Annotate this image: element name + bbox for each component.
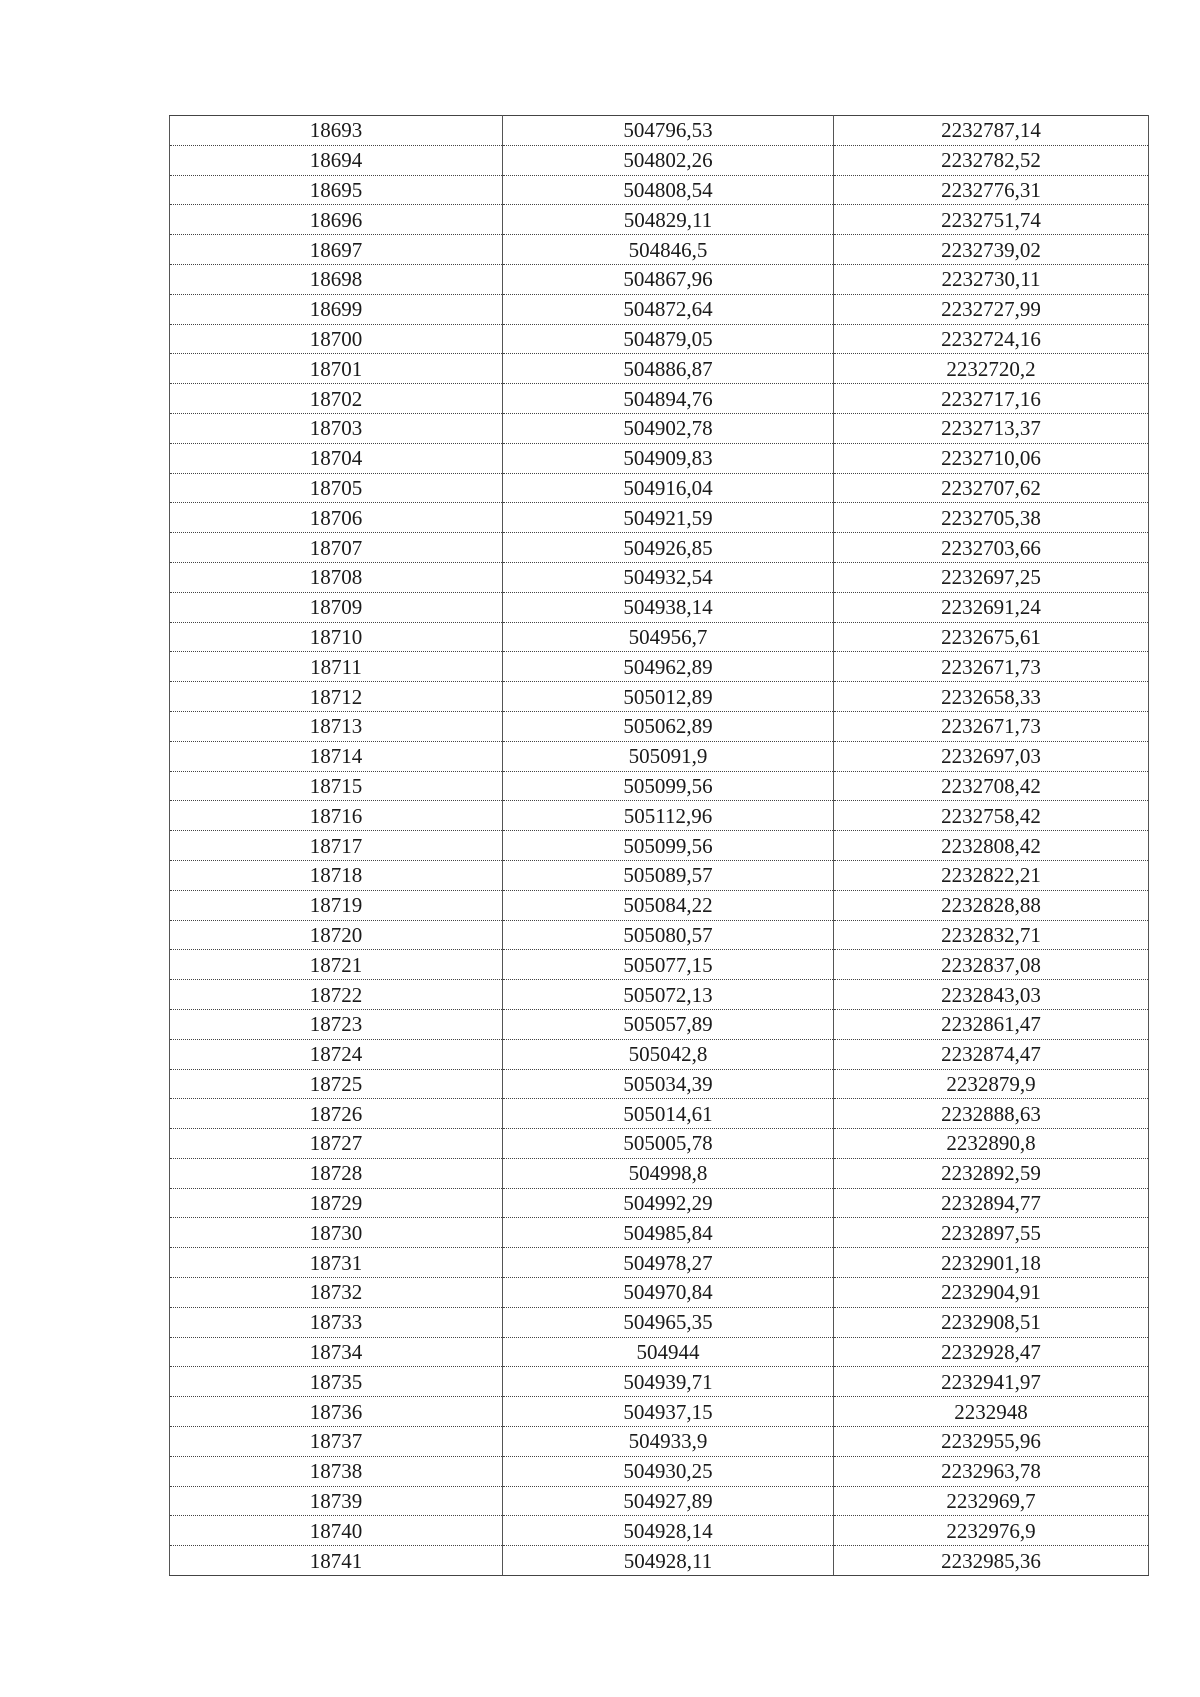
point-number-cell: 18708 [170,562,503,592]
point-number-cell: 18736 [170,1397,503,1427]
x-coordinate-cell: 504962,89 [503,652,834,682]
table-row [170,1397,1149,1427]
y-coordinate-cell: 2232720,2 [834,354,1149,384]
x-coordinate-cell: 505099,56 [503,831,834,861]
table-row [170,860,1149,890]
y-coordinate-cell: 2232904,91 [834,1278,1149,1308]
point-number-cell: 18702 [170,384,503,414]
y-coordinate-cell: 2232717,16 [834,384,1149,414]
point-number-cell: 18713 [170,711,503,741]
x-coordinate-cell: 505072,13 [503,980,834,1010]
x-coordinate-cell: 504867,96 [503,264,834,294]
x-coordinate-cell: 504937,15 [503,1397,834,1427]
point-number-cell: 18730 [170,1218,503,1248]
x-coordinate-cell: 504998,8 [503,1158,834,1188]
table-row [170,413,1149,443]
y-coordinate-cell: 2232691,24 [834,592,1149,622]
point-number-cell: 18719 [170,890,503,920]
point-number-cell: 18738 [170,1456,503,1486]
y-coordinate-cell: 2232705,38 [834,503,1149,533]
point-number-cell: 18694 [170,145,503,175]
y-coordinate-cell: 2232828,88 [834,890,1149,920]
x-coordinate-cell: 504808,54 [503,175,834,205]
point-number-cell: 18716 [170,801,503,831]
point-number-cell: 18703 [170,413,503,443]
x-coordinate-cell: 504970,84 [503,1278,834,1308]
point-number-cell: 18731 [170,1248,503,1278]
point-number-cell: 18739 [170,1486,503,1516]
point-number-cell: 18740 [170,1516,503,1546]
x-coordinate-cell: 504802,26 [503,145,834,175]
y-coordinate-cell: 2232697,25 [834,562,1149,592]
table-row [170,920,1149,950]
x-coordinate-cell: 504921,59 [503,503,834,533]
table-row [170,1069,1149,1099]
y-coordinate-cell: 2232963,78 [834,1456,1149,1486]
y-coordinate-cell: 2232843,03 [834,980,1149,1010]
point-number-cell: 18726 [170,1099,503,1129]
y-coordinate-cell: 2232776,31 [834,175,1149,205]
x-coordinate-cell: 504916,04 [503,473,834,503]
x-coordinate-cell: 505077,15 [503,950,834,980]
x-coordinate-cell: 505005,78 [503,1129,834,1159]
table-row [170,205,1149,235]
y-coordinate-cell: 2232908,51 [834,1307,1149,1337]
table-row [170,950,1149,980]
point-number-cell: 18700 [170,324,503,354]
x-coordinate-cell: 504944 [503,1337,834,1367]
point-number-cell: 18741 [170,1546,503,1576]
point-number-cell: 18701 [170,354,503,384]
x-coordinate-cell: 504846,5 [503,235,834,265]
y-coordinate-cell: 2232955,96 [834,1427,1149,1457]
table-row [170,562,1149,592]
point-number-cell: 18721 [170,950,503,980]
y-coordinate-cell: 2232985,36 [834,1546,1149,1576]
table-row [170,503,1149,533]
y-coordinate-cell: 2232976,9 [834,1516,1149,1546]
x-coordinate-cell: 504829,11 [503,205,834,235]
table-row [170,294,1149,324]
y-coordinate-cell: 2232671,73 [834,652,1149,682]
table-row [170,1486,1149,1516]
point-number-cell: 18737 [170,1427,503,1457]
y-coordinate-cell: 2232727,99 [834,294,1149,324]
y-coordinate-cell: 2232832,71 [834,920,1149,950]
table-row [170,324,1149,354]
table-row [170,1099,1149,1129]
point-number-cell: 18715 [170,771,503,801]
table-row [170,1158,1149,1188]
table-row [170,175,1149,205]
table-row [170,116,1149,146]
point-number-cell: 18714 [170,741,503,771]
table-row [170,533,1149,563]
x-coordinate-cell: 504985,84 [503,1218,834,1248]
y-coordinate-cell: 2232710,06 [834,443,1149,473]
point-number-cell: 18711 [170,652,503,682]
point-number-cell: 18734 [170,1337,503,1367]
x-coordinate-cell: 504928,11 [503,1546,834,1576]
y-coordinate-cell: 2232782,52 [834,145,1149,175]
x-coordinate-cell: 504928,14 [503,1516,834,1546]
x-coordinate-cell: 504938,14 [503,592,834,622]
x-coordinate-cell: 505062,89 [503,711,834,741]
table-row [170,1009,1149,1039]
table-row [170,1307,1149,1337]
table-row [170,1456,1149,1486]
point-number-cell: 18724 [170,1039,503,1069]
y-coordinate-cell: 2232837,08 [834,950,1149,980]
x-coordinate-cell: 504894,76 [503,384,834,414]
table-row [170,473,1149,503]
point-number-cell: 18728 [170,1158,503,1188]
y-coordinate-cell: 2232713,37 [834,413,1149,443]
y-coordinate-cell: 2232675,61 [834,622,1149,652]
point-number-cell: 18725 [170,1069,503,1099]
y-coordinate-cell: 2232897,55 [834,1218,1149,1248]
table-row [170,1218,1149,1248]
point-number-cell: 18697 [170,235,503,265]
x-coordinate-cell: 504927,89 [503,1486,834,1516]
y-coordinate-cell: 2232808,42 [834,831,1149,861]
table-row [170,1039,1149,1069]
table-row [170,741,1149,771]
table-row [170,1427,1149,1457]
point-number-cell: 18723 [170,1009,503,1039]
y-coordinate-cell: 2232724,16 [834,324,1149,354]
x-coordinate-cell: 505042,8 [503,1039,834,1069]
point-number-cell: 18722 [170,980,503,1010]
x-coordinate-cell: 505089,57 [503,860,834,890]
table-row [170,1546,1149,1576]
table-row [170,890,1149,920]
x-coordinate-cell: 505112,96 [503,801,834,831]
point-number-cell: 18732 [170,1278,503,1308]
y-coordinate-cell: 2232758,42 [834,801,1149,831]
y-coordinate-cell: 2232707,62 [834,473,1149,503]
table-row [170,1278,1149,1308]
x-coordinate-cell: 504902,78 [503,413,834,443]
x-coordinate-cell: 504992,29 [503,1188,834,1218]
point-number-cell: 18717 [170,831,503,861]
x-coordinate-cell: 504872,64 [503,294,834,324]
point-number-cell: 18706 [170,503,503,533]
y-coordinate-cell: 2232730,11 [834,264,1149,294]
table-row [170,682,1149,712]
point-number-cell: 18707 [170,533,503,563]
point-number-cell: 18705 [170,473,503,503]
x-coordinate-cell: 504956,7 [503,622,834,652]
y-coordinate-cell: 2232708,42 [834,771,1149,801]
x-coordinate-cell: 504930,25 [503,1456,834,1486]
x-coordinate-cell: 504939,71 [503,1367,834,1397]
table-row [170,771,1149,801]
table-row [170,592,1149,622]
table-row [170,711,1149,741]
table-row [170,384,1149,414]
point-number-cell: 18718 [170,860,503,890]
y-coordinate-cell: 2232928,47 [834,1337,1149,1367]
coordinates-table-body [170,116,1149,1576]
y-coordinate-cell: 2232969,7 [834,1486,1149,1516]
point-number-cell: 18729 [170,1188,503,1218]
table-row [170,980,1149,1010]
table-row [170,145,1149,175]
y-coordinate-cell: 2232658,33 [834,682,1149,712]
y-coordinate-cell: 2232879,9 [834,1069,1149,1099]
table-row [170,801,1149,831]
point-number-cell: 18733 [170,1307,503,1337]
y-coordinate-cell: 2232739,02 [834,235,1149,265]
point-number-cell: 18709 [170,592,503,622]
y-coordinate-cell: 2232948 [834,1397,1149,1427]
x-coordinate-cell: 505057,89 [503,1009,834,1039]
table-row [170,235,1149,265]
point-number-cell: 18696 [170,205,503,235]
x-coordinate-cell: 505080,57 [503,920,834,950]
coordinates-table [169,115,1149,1576]
x-coordinate-cell: 505091,9 [503,741,834,771]
y-coordinate-cell: 2232787,14 [834,116,1149,146]
point-number-cell: 18699 [170,294,503,324]
point-number-cell: 18735 [170,1367,503,1397]
y-coordinate-cell: 2232861,47 [834,1009,1149,1039]
table-row [170,1248,1149,1278]
x-coordinate-cell: 504886,87 [503,354,834,384]
y-coordinate-cell: 2232890,8 [834,1129,1149,1159]
point-number-cell: 18727 [170,1129,503,1159]
x-coordinate-cell: 504926,85 [503,533,834,563]
y-coordinate-cell: 2232822,21 [834,860,1149,890]
y-coordinate-cell: 2232901,18 [834,1248,1149,1278]
x-coordinate-cell: 504978,27 [503,1248,834,1278]
x-coordinate-cell: 504796,53 [503,116,834,146]
table-row [170,264,1149,294]
x-coordinate-cell: 505099,56 [503,771,834,801]
point-number-cell: 18695 [170,175,503,205]
x-coordinate-cell: 504932,54 [503,562,834,592]
point-number-cell: 18693 [170,116,503,146]
y-coordinate-cell: 2232888,63 [834,1099,1149,1129]
x-coordinate-cell: 504933,9 [503,1427,834,1457]
table-row [170,1367,1149,1397]
y-coordinate-cell: 2232941,97 [834,1367,1149,1397]
x-coordinate-cell: 505034,39 [503,1069,834,1099]
x-coordinate-cell: 504965,35 [503,1307,834,1337]
x-coordinate-cell: 504879,05 [503,324,834,354]
point-number-cell: 18710 [170,622,503,652]
table-row [170,652,1149,682]
x-coordinate-cell: 505014,61 [503,1099,834,1129]
table-row [170,1337,1149,1367]
x-coordinate-cell: 504909,83 [503,443,834,473]
y-coordinate-cell: 2232894,77 [834,1188,1149,1218]
table-row [170,1188,1149,1218]
table-row [170,443,1149,473]
table-row [170,1129,1149,1159]
x-coordinate-cell: 505012,89 [503,682,834,712]
y-coordinate-cell: 2232671,73 [834,711,1149,741]
point-number-cell: 18720 [170,920,503,950]
x-coordinate-cell: 505084,22 [503,890,834,920]
y-coordinate-cell: 2232697,03 [834,741,1149,771]
table-row [170,354,1149,384]
y-coordinate-cell: 2232892,59 [834,1158,1149,1188]
y-coordinate-cell: 2232703,66 [834,533,1149,563]
point-number-cell: 18698 [170,264,503,294]
y-coordinate-cell: 2232751,74 [834,205,1149,235]
table-row [170,622,1149,652]
y-coordinate-cell: 2232874,47 [834,1039,1149,1069]
point-number-cell: 18712 [170,682,503,712]
table-row [170,1516,1149,1546]
point-number-cell: 18704 [170,443,503,473]
table-row [170,831,1149,861]
